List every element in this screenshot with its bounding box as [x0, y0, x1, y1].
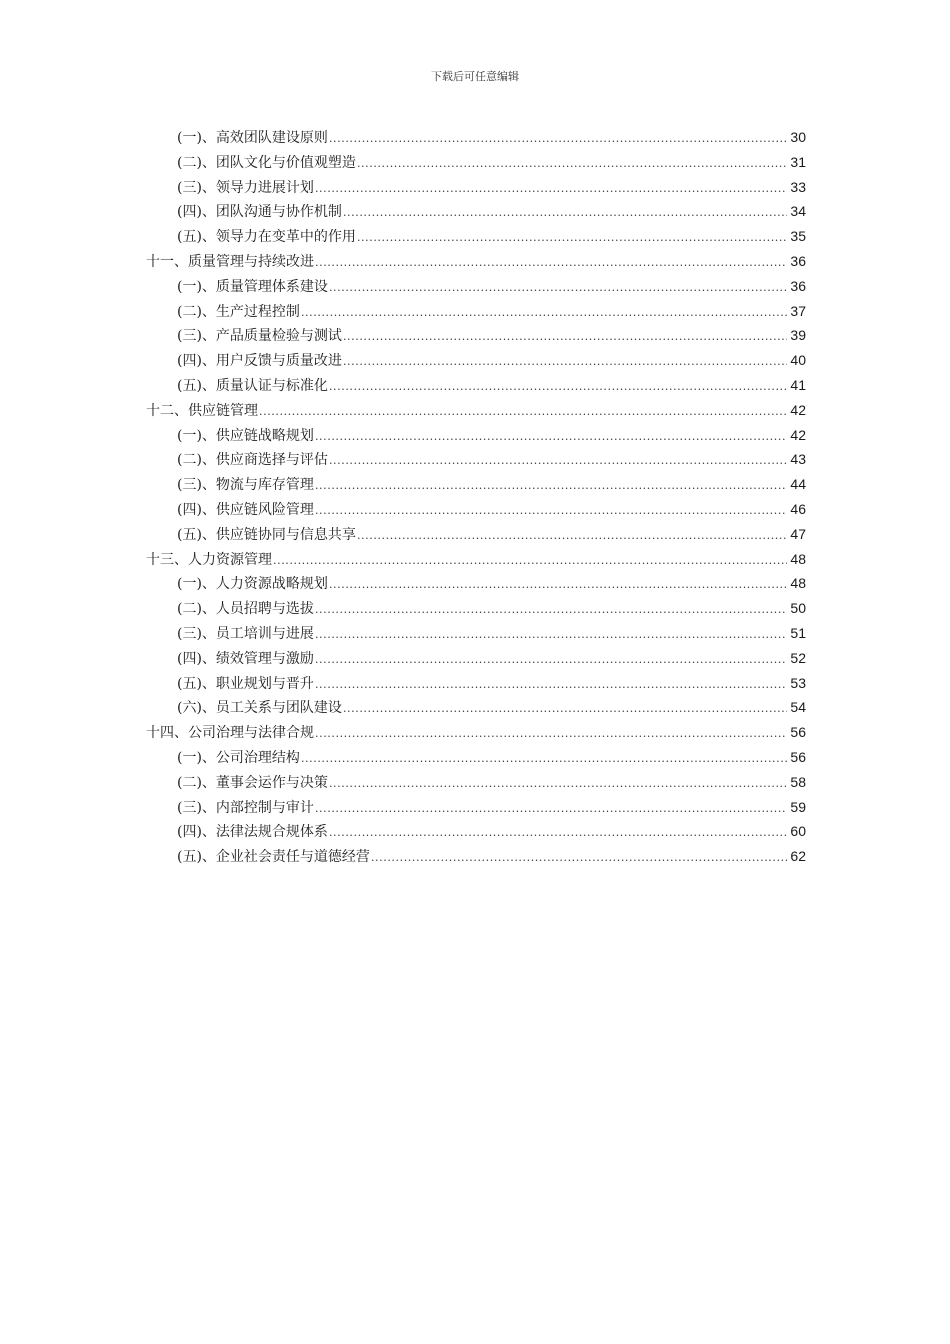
toc-page-number: 56 [790, 724, 806, 741]
toc-page-number: 40 [790, 352, 806, 369]
toc-entry-title: (五)、领导力在变革中的作用 [177, 229, 356, 246]
toc-page-number: 37 [790, 302, 806, 319]
toc-entry-title: 十三、人力资源管理 [146, 551, 272, 568]
toc-entry-title: (五)、质量认证与标准化 [177, 377, 328, 394]
toc-chapter-entry[interactable] [146, 720, 806, 745]
toc-page-number: 33 [790, 178, 806, 195]
toc-dot-leader [343, 201, 787, 226]
toc-dot-leader [329, 276, 787, 301]
toc-entry-title: (四)、绩效管理与激励 [177, 650, 314, 667]
toc-page-number: 58 [790, 773, 806, 790]
toc-section-entry[interactable] [146, 323, 806, 348]
toc-page-number: 34 [790, 203, 806, 220]
toc-section-entry[interactable] [146, 348, 806, 373]
toc-section-entry[interactable] [146, 125, 806, 150]
toc-page-number: 35 [790, 228, 806, 245]
toc-section-entry[interactable] [146, 224, 806, 249]
toc-section-entry[interactable] [146, 671, 806, 696]
toc-dot-leader [329, 449, 787, 474]
toc-entry-title: (二)、董事会运作与决策 [177, 774, 328, 791]
toc-page-number: 36 [790, 277, 806, 294]
toc-entry-title: (五)、供应链协同与信息共享 [177, 526, 356, 543]
toc-entry-title: (一)、质量管理体系建设 [177, 278, 328, 295]
toc-entry-title: (二)、人员招聘与选拔 [177, 601, 314, 618]
toc-dot-leader [329, 573, 787, 598]
toc-section-entry[interactable] [146, 274, 806, 299]
toc-entry-title: (六)、员工关系与团队建设 [177, 700, 342, 717]
toc-entry-title: (四)、团队沟通与协作机制 [177, 204, 342, 221]
toc-page-number: 30 [790, 129, 806, 145]
toc-section-entry[interactable] [146, 199, 806, 224]
toc-entry-title: (四)、法律法规合规体系 [177, 824, 328, 841]
toc-section-entry[interactable] [146, 844, 806, 869]
toc-dot-leader [315, 251, 787, 276]
toc-chapter-entry[interactable] [146, 398, 806, 423]
toc-entry-title: (二)、供应商选择与评估 [177, 452, 328, 469]
page-header: 下载后可任意编辑 [431, 70, 519, 83]
toc-entry-title: (三)、员工培训与进展 [177, 625, 314, 642]
toc-section-entry[interactable] [146, 571, 806, 596]
toc-dot-leader [357, 226, 787, 251]
toc-page-number: 47 [790, 525, 806, 542]
toc-section-entry[interactable] [146, 299, 806, 324]
toc-page-number: 44 [790, 476, 806, 493]
toc-section-entry[interactable] [146, 646, 806, 671]
toc-dot-leader [329, 772, 787, 797]
toc-dot-leader [301, 301, 787, 326]
toc-dot-leader [329, 127, 787, 152]
toc-chapter-entry[interactable] [146, 249, 806, 274]
toc-page-number: 48 [790, 550, 806, 567]
toc-section-entry[interactable] [146, 497, 806, 522]
toc-dot-leader [357, 152, 787, 177]
toc-entry-title: (五)、企业社会责任与道德经营 [177, 849, 370, 866]
toc-section-entry[interactable] [146, 695, 806, 720]
toc-section-entry[interactable] [146, 175, 806, 200]
toc-section-entry[interactable] [146, 745, 806, 770]
toc-page-number: 48 [790, 575, 806, 592]
toc-dot-leader [371, 846, 787, 871]
toc-dot-leader [315, 425, 787, 450]
toc-entry-title: (一)、高效团队建设原则 [177, 130, 328, 146]
toc-entry-title: (四)、用户反馈与质量改进 [177, 353, 342, 370]
toc-page-number: 41 [790, 376, 806, 393]
toc-page-number: 50 [790, 600, 806, 617]
toc-page-number: 36 [790, 252, 806, 269]
toc-dot-leader [315, 722, 787, 747]
toc-chapter-entry[interactable] [146, 547, 806, 572]
toc-page-number: 59 [790, 798, 806, 815]
toc-dot-leader [315, 598, 787, 623]
toc-entry-title: (二)、生产过程控制 [177, 303, 300, 320]
toc-section-entry[interactable] [146, 423, 806, 448]
toc-entry-title: 十一、质量管理与持续改进 [146, 253, 314, 270]
toc-page-number: 53 [790, 674, 806, 691]
toc-dot-leader [315, 797, 787, 822]
toc-dot-leader [343, 325, 787, 350]
toc-entry-title: (二)、团队文化与价值观塑造 [177, 154, 356, 171]
toc-entry-title: (四)、供应链风险管理 [177, 501, 314, 518]
toc-dot-leader [343, 350, 787, 375]
toc-dot-leader [329, 821, 787, 846]
toc-dot-leader [343, 697, 787, 722]
toc-section-entry[interactable] [146, 795, 806, 820]
toc-dot-leader [273, 549, 787, 574]
toc-page-number: 43 [790, 451, 806, 468]
toc-page-number: 42 [790, 401, 806, 418]
toc-dot-leader [329, 375, 787, 400]
toc-dot-leader [301, 747, 787, 772]
toc-entry-title: 十二、供应链管理 [146, 402, 258, 419]
toc-page-number: 46 [790, 500, 806, 517]
toc-dot-leader [315, 623, 787, 648]
toc-dot-leader [315, 177, 787, 202]
toc-page-number: 51 [790, 624, 806, 641]
toc-dot-leader [315, 673, 787, 698]
toc-section-entry[interactable] [146, 373, 806, 398]
toc-page-number: 54 [790, 699, 806, 716]
toc-dot-leader [315, 499, 787, 524]
toc-entry-title: (三)、物流与库存管理 [177, 477, 314, 494]
toc-dot-leader [259, 400, 787, 425]
toc-section-entry[interactable] [146, 819, 806, 844]
toc-page-number: 62 [790, 848, 806, 865]
toc-entry-title: (三)、产品质量检验与测试 [177, 328, 342, 345]
toc-entry-title: (三)、内部控制与审计 [177, 799, 314, 816]
toc-entry-title: (三)、领导力进展计划 [177, 179, 314, 196]
toc-section-entry[interactable] [146, 770, 806, 795]
toc-entry-title: (一)、人力资源战略规划 [177, 576, 328, 593]
toc-section-entry[interactable] [146, 522, 806, 547]
toc-page-number: 52 [790, 649, 806, 666]
toc-entry-title: (一)、公司治理结构 [177, 749, 300, 766]
toc-page-number: 60 [790, 823, 806, 840]
table-of-contents [146, 125, 806, 869]
toc-section-entry[interactable] [146, 472, 806, 497]
toc-page-number: 31 [790, 153, 806, 170]
toc-dot-leader [315, 474, 787, 499]
toc-section-entry[interactable] [146, 596, 806, 621]
toc-dot-leader [357, 524, 787, 549]
toc-entry-title: (五)、职业规划与晋升 [177, 675, 314, 692]
toc-section-entry[interactable] [146, 621, 806, 646]
toc-page-number: 39 [790, 327, 806, 344]
toc-entry-title: (一)、供应链战略规划 [177, 427, 314, 444]
toc-entry-title: 十四、公司治理与法律合规 [146, 725, 314, 742]
toc-page-number: 56 [790, 748, 806, 765]
toc-dot-leader [315, 648, 787, 673]
toc-section-entry[interactable] [146, 150, 806, 175]
toc-section-entry[interactable] [146, 447, 806, 472]
toc-page-number: 42 [790, 426, 806, 443]
